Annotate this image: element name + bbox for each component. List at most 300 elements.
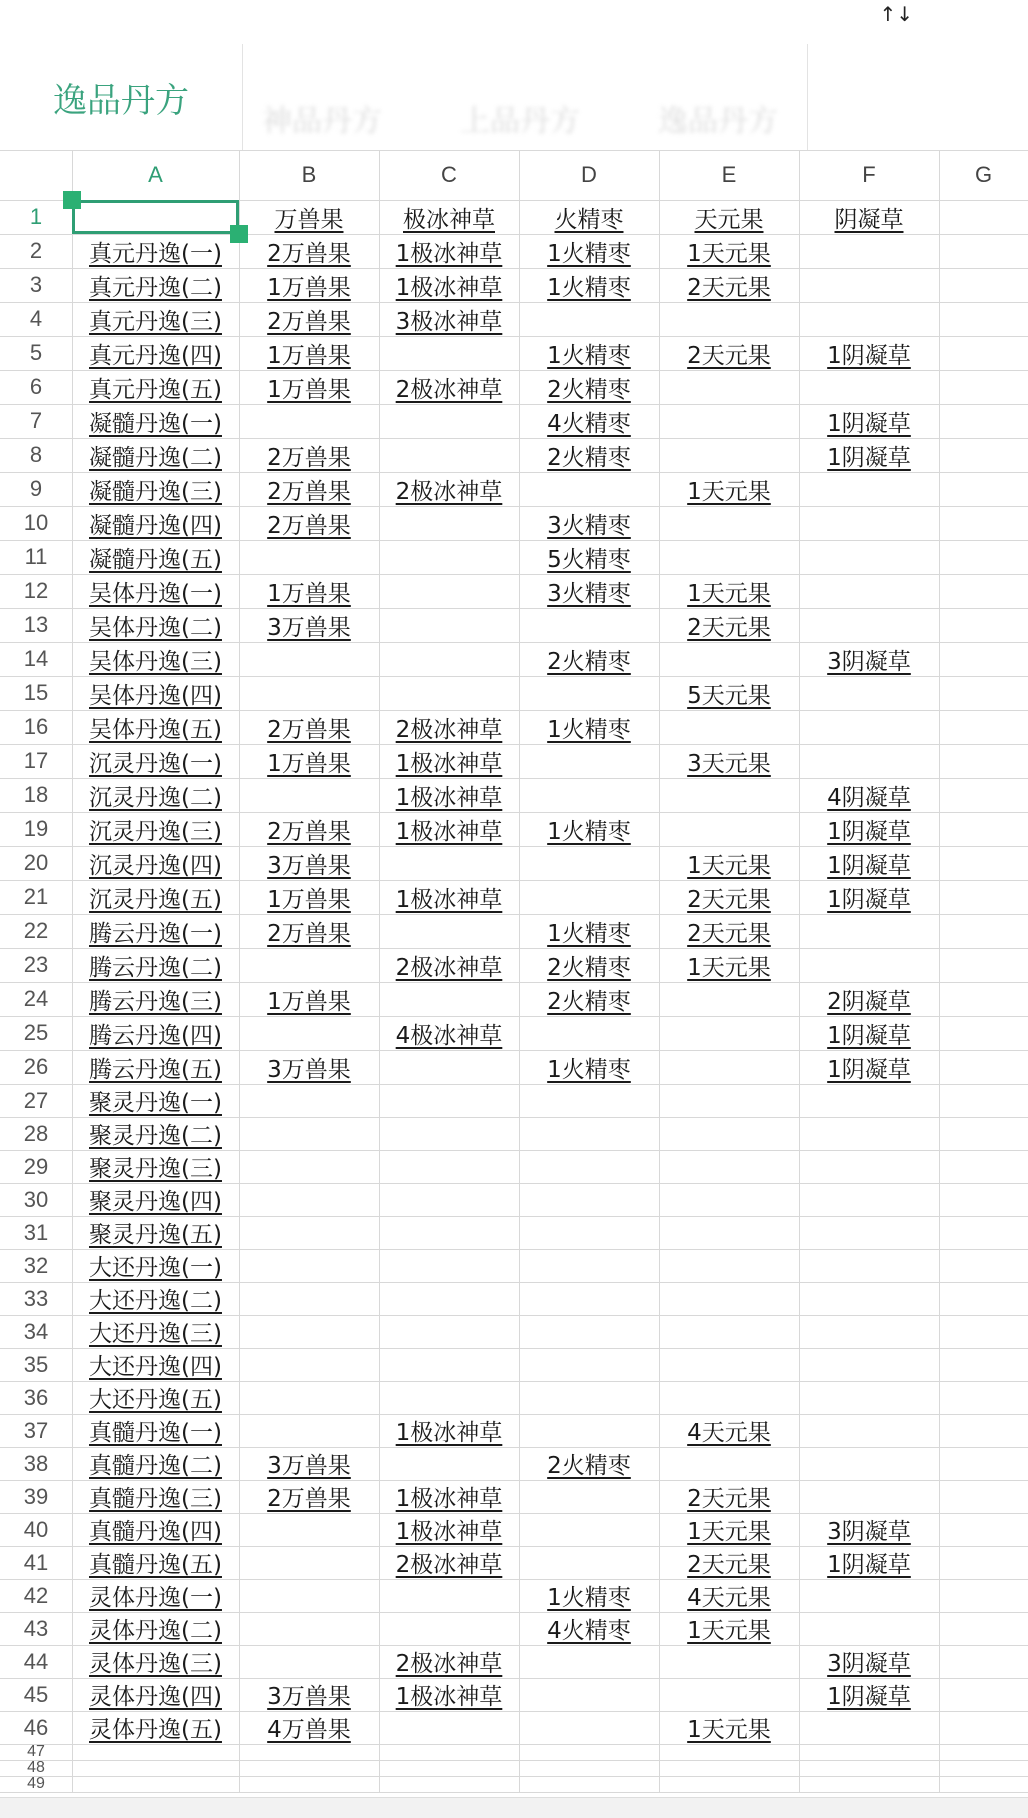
table-cell[interactable] bbox=[519, 1282, 659, 1315]
table-cell[interactable] bbox=[72, 812, 239, 846]
row-header[interactable]: 40 bbox=[23, 1516, 49, 1542]
table-cell[interactable] bbox=[659, 1678, 799, 1711]
table-cell[interactable] bbox=[72, 1183, 239, 1216]
table-cell[interactable] bbox=[379, 438, 519, 472]
table-cell[interactable] bbox=[799, 268, 939, 302]
table-cell[interactable] bbox=[239, 404, 379, 438]
table-cell[interactable] bbox=[72, 1546, 239, 1579]
table-cell[interactable] bbox=[72, 234, 239, 268]
table-cell[interactable] bbox=[379, 1546, 519, 1579]
table-cell[interactable] bbox=[72, 948, 239, 982]
table-cell[interactable] bbox=[379, 370, 519, 404]
cell-selection[interactable] bbox=[72, 200, 239, 234]
table-cell[interactable] bbox=[799, 472, 939, 506]
table-cell[interactable] bbox=[799, 744, 939, 778]
table-cell[interactable] bbox=[379, 982, 519, 1016]
table-cell[interactable] bbox=[72, 1711, 239, 1744]
table-cell[interactable] bbox=[379, 846, 519, 880]
table-cell[interactable] bbox=[72, 914, 239, 948]
table-cell[interactable] bbox=[72, 1579, 239, 1612]
row-header[interactable]: 3 bbox=[29, 272, 43, 297]
table-cell[interactable] bbox=[239, 574, 379, 608]
table-cell[interactable] bbox=[519, 1678, 659, 1711]
table-cell[interactable] bbox=[659, 982, 799, 1016]
table-cell[interactable] bbox=[239, 302, 379, 336]
table-cell[interactable] bbox=[659, 846, 799, 880]
table-cell[interactable] bbox=[519, 438, 659, 472]
table-cell[interactable] bbox=[239, 880, 379, 914]
table-cell[interactable] bbox=[239, 1579, 379, 1612]
row-header[interactable]: 35 bbox=[23, 1351, 49, 1377]
table-cell[interactable] bbox=[379, 1645, 519, 1678]
table-cell[interactable] bbox=[519, 1050, 659, 1084]
table-cell[interactable] bbox=[519, 1744, 659, 1760]
table-cell[interactable] bbox=[659, 1050, 799, 1084]
table-cell[interactable] bbox=[72, 676, 239, 710]
table-cell[interactable] bbox=[72, 404, 239, 438]
table-cell[interactable] bbox=[659, 642, 799, 676]
table-cell[interactable] bbox=[519, 472, 659, 506]
table-cell[interactable] bbox=[799, 846, 939, 880]
table-cell[interactable] bbox=[239, 1678, 379, 1711]
table-cell[interactable] bbox=[519, 1016, 659, 1050]
table-cell[interactable] bbox=[659, 1282, 799, 1315]
table-cell[interactable] bbox=[659, 1348, 799, 1381]
selection-handle-top-left[interactable] bbox=[63, 191, 81, 209]
column-label-cell[interactable] bbox=[659, 200, 799, 234]
table-cell[interactable] bbox=[72, 1249, 239, 1282]
row-header[interactable]: 6 bbox=[29, 374, 43, 399]
table-cell[interactable] bbox=[519, 404, 659, 438]
row-header[interactable]: 7 bbox=[29, 408, 43, 433]
row-header[interactable]: 34 bbox=[23, 1318, 49, 1344]
bottom-scroll-area[interactable] bbox=[0, 1797, 1028, 1818]
row-header[interactable]: 19 bbox=[23, 816, 49, 841]
table-cell[interactable] bbox=[519, 1183, 659, 1216]
row-header[interactable]: 37 bbox=[23, 1417, 49, 1443]
table-cell[interactable] bbox=[379, 1315, 519, 1348]
table-cell[interactable] bbox=[799, 1513, 939, 1546]
table-cell[interactable] bbox=[239, 1216, 379, 1249]
table-cell[interactable] bbox=[239, 1117, 379, 1150]
table-cell[interactable] bbox=[72, 370, 239, 404]
table-cell[interactable] bbox=[72, 642, 239, 676]
table-cell[interactable] bbox=[659, 1513, 799, 1546]
table-cell[interactable] bbox=[72, 268, 239, 302]
table-cell[interactable] bbox=[239, 1084, 379, 1117]
table-cell[interactable] bbox=[659, 1016, 799, 1050]
table-cell[interactable] bbox=[799, 948, 939, 982]
row-header[interactable]: 26 bbox=[23, 1054, 49, 1079]
table-cell[interactable] bbox=[519, 812, 659, 846]
table-cell[interactable] bbox=[72, 472, 239, 506]
table-cell[interactable] bbox=[72, 540, 239, 574]
table-cell[interactable] bbox=[799, 812, 939, 846]
table-cell[interactable] bbox=[799, 506, 939, 540]
table-cell[interactable] bbox=[379, 302, 519, 336]
table-cell[interactable] bbox=[379, 574, 519, 608]
table-cell[interactable] bbox=[72, 1414, 239, 1447]
table-cell[interactable] bbox=[72, 1381, 239, 1414]
table-cell[interactable] bbox=[799, 1447, 939, 1480]
column-header-e[interactable]: E bbox=[721, 162, 737, 187]
table-cell[interactable] bbox=[72, 1315, 239, 1348]
table-cell[interactable] bbox=[519, 1315, 659, 1348]
table-cell[interactable] bbox=[799, 608, 939, 642]
table-cell[interactable] bbox=[799, 914, 939, 948]
row-header[interactable]: 4 bbox=[29, 306, 43, 331]
table-cell[interactable] bbox=[239, 744, 379, 778]
row-header[interactable]: 31 bbox=[23, 1219, 49, 1245]
table-cell[interactable] bbox=[239, 336, 379, 370]
table-cell[interactable] bbox=[799, 404, 939, 438]
table-cell[interactable] bbox=[659, 472, 799, 506]
table-cell[interactable] bbox=[799, 676, 939, 710]
table-cell[interactable] bbox=[72, 1645, 239, 1678]
table-cell[interactable] bbox=[799, 642, 939, 676]
table-cell[interactable] bbox=[659, 1546, 799, 1579]
table-cell[interactable] bbox=[239, 1513, 379, 1546]
table-cell[interactable] bbox=[799, 1760, 939, 1776]
table-cell[interactable] bbox=[659, 1579, 799, 1612]
table-cell[interactable] bbox=[659, 1744, 799, 1760]
table-cell[interactable] bbox=[659, 336, 799, 370]
table-cell[interactable] bbox=[519, 370, 659, 404]
table-cell[interactable] bbox=[519, 710, 659, 744]
table-cell[interactable] bbox=[72, 1150, 239, 1183]
row-header[interactable]: 11 bbox=[24, 544, 48, 569]
table-cell[interactable] bbox=[519, 574, 659, 608]
table-cell[interactable] bbox=[519, 1447, 659, 1480]
row-header[interactable]: 2 bbox=[29, 238, 43, 263]
table-cell[interactable] bbox=[659, 676, 799, 710]
table-cell[interactable] bbox=[72, 1760, 239, 1776]
table-cell[interactable] bbox=[379, 1678, 519, 1711]
table-cell[interactable] bbox=[799, 1678, 939, 1711]
row-header[interactable]: 39 bbox=[23, 1483, 49, 1509]
row-header[interactable]: 28 bbox=[23, 1120, 49, 1146]
table-cell[interactable] bbox=[379, 744, 519, 778]
selection-handle-bottom-right[interactable] bbox=[230, 225, 248, 243]
table-cell[interactable] bbox=[72, 1084, 239, 1117]
sheet-tab[interactable] bbox=[460, 52, 650, 139]
table-cell[interactable] bbox=[379, 540, 519, 574]
table-cell[interactable] bbox=[659, 1711, 799, 1744]
table-cell[interactable] bbox=[799, 1348, 939, 1381]
table-cell[interactable] bbox=[239, 1381, 379, 1414]
table-cell[interactable] bbox=[239, 1776, 379, 1792]
table-cell[interactable] bbox=[239, 1612, 379, 1645]
table-cell[interactable] bbox=[239, 1414, 379, 1447]
table-cell[interactable] bbox=[72, 336, 239, 370]
table-cell[interactable] bbox=[72, 1480, 239, 1513]
table-cell[interactable] bbox=[379, 880, 519, 914]
table-cell[interactable] bbox=[379, 404, 519, 438]
table-cell[interactable] bbox=[519, 1711, 659, 1744]
row-header[interactable]: 13 bbox=[23, 612, 49, 637]
table-cell[interactable] bbox=[519, 914, 659, 948]
table-cell[interactable] bbox=[379, 1513, 519, 1546]
table-cell[interactable] bbox=[659, 506, 799, 540]
table-cell[interactable] bbox=[519, 1117, 659, 1150]
table-cell[interactable] bbox=[519, 1480, 659, 1513]
table-cell[interactable] bbox=[379, 914, 519, 948]
table-cell[interactable] bbox=[239, 778, 379, 812]
table-cell[interactable] bbox=[659, 608, 799, 642]
table-cell[interactable] bbox=[519, 642, 659, 676]
row-header[interactable]: 25 bbox=[23, 1020, 49, 1045]
table-cell[interactable] bbox=[379, 1579, 519, 1612]
row-header[interactable]: 8 bbox=[29, 442, 43, 467]
column-label-cell[interactable] bbox=[379, 200, 519, 234]
table-cell[interactable] bbox=[799, 302, 939, 336]
table-cell[interactable] bbox=[519, 778, 659, 812]
row-header[interactable]: 41 bbox=[23, 1549, 49, 1575]
table-cell[interactable] bbox=[239, 914, 379, 948]
table-cell[interactable] bbox=[239, 982, 379, 1016]
table-cell[interactable] bbox=[799, 1546, 939, 1579]
table-cell[interactable] bbox=[239, 642, 379, 676]
table-cell[interactable] bbox=[659, 744, 799, 778]
table-cell[interactable] bbox=[519, 608, 659, 642]
table-cell[interactable] bbox=[239, 812, 379, 846]
row-header[interactable]: 30 bbox=[23, 1186, 49, 1212]
table-cell[interactable] bbox=[72, 438, 239, 472]
table-cell[interactable] bbox=[519, 302, 659, 336]
row-header[interactable]: 32 bbox=[23, 1252, 49, 1278]
table-cell[interactable] bbox=[519, 846, 659, 880]
table-cell[interactable] bbox=[239, 1050, 379, 1084]
row-header[interactable]: 14 bbox=[23, 646, 49, 671]
table-cell[interactable] bbox=[379, 1447, 519, 1480]
table-cell[interactable] bbox=[519, 1414, 659, 1447]
table-cell[interactable] bbox=[659, 574, 799, 608]
table-cell[interactable] bbox=[519, 506, 659, 540]
table-cell[interactable] bbox=[799, 1776, 939, 1792]
table-cell[interactable] bbox=[239, 1480, 379, 1513]
table-cell[interactable] bbox=[72, 1447, 239, 1480]
table-cell[interactable] bbox=[239, 846, 379, 880]
table-cell[interactable] bbox=[379, 268, 519, 302]
table-cell[interactable] bbox=[239, 1760, 379, 1776]
table-cell[interactable] bbox=[659, 1414, 799, 1447]
table-cell[interactable] bbox=[519, 234, 659, 268]
table-cell[interactable] bbox=[72, 1282, 239, 1315]
table-cell[interactable] bbox=[239, 710, 379, 744]
table-cell[interactable] bbox=[799, 1612, 939, 1645]
sheet-tab[interactable] bbox=[262, 52, 452, 139]
table-cell[interactable] bbox=[519, 982, 659, 1016]
table-cell[interactable] bbox=[519, 1381, 659, 1414]
table-cell[interactable] bbox=[379, 1744, 519, 1760]
table-cell[interactable] bbox=[519, 336, 659, 370]
row-header[interactable]: 33 bbox=[23, 1285, 49, 1311]
table-cell[interactable] bbox=[659, 438, 799, 472]
table-cell[interactable] bbox=[659, 1760, 799, 1776]
table-cell[interactable] bbox=[659, 1249, 799, 1282]
table-cell[interactable] bbox=[519, 676, 659, 710]
row-header[interactable]: 12 bbox=[23, 578, 49, 603]
table-cell[interactable] bbox=[659, 540, 799, 574]
table-cell[interactable] bbox=[72, 1513, 239, 1546]
table-cell[interactable] bbox=[379, 676, 519, 710]
table-cell[interactable] bbox=[659, 812, 799, 846]
table-cell[interactable] bbox=[659, 914, 799, 948]
table-cell[interactable] bbox=[379, 1117, 519, 1150]
table-cell[interactable] bbox=[379, 1183, 519, 1216]
table-cell[interactable] bbox=[379, 1016, 519, 1050]
table-cell[interactable] bbox=[659, 268, 799, 302]
table-cell[interactable] bbox=[659, 1183, 799, 1216]
table-cell[interactable] bbox=[239, 1282, 379, 1315]
table-cell[interactable] bbox=[379, 778, 519, 812]
table-cell[interactable] bbox=[239, 506, 379, 540]
table-cell[interactable] bbox=[799, 1183, 939, 1216]
table-cell[interactable] bbox=[239, 438, 379, 472]
row-header[interactable]: 44 bbox=[23, 1648, 49, 1674]
table-cell[interactable] bbox=[72, 710, 239, 744]
table-cell[interactable] bbox=[379, 336, 519, 370]
row-header[interactable]: 16 bbox=[23, 714, 49, 739]
table-cell[interactable] bbox=[379, 1084, 519, 1117]
table-cell[interactable] bbox=[799, 1480, 939, 1513]
table-cell[interactable] bbox=[659, 302, 799, 336]
table-cell[interactable] bbox=[239, 1150, 379, 1183]
table-cell[interactable] bbox=[72, 846, 239, 880]
row-header[interactable]: 24 bbox=[23, 986, 49, 1011]
row-header[interactable]: 17 bbox=[23, 748, 49, 773]
row-header[interactable]: 45 bbox=[23, 1681, 49, 1707]
table-cell[interactable] bbox=[659, 948, 799, 982]
table-cell[interactable] bbox=[72, 1678, 239, 1711]
table-cell[interactable] bbox=[519, 1216, 659, 1249]
row-header[interactable]: 29 bbox=[23, 1153, 49, 1179]
sheet-tab-active[interactable] bbox=[0, 44, 243, 150]
table-cell[interactable] bbox=[799, 880, 939, 914]
table-cell[interactable] bbox=[239, 948, 379, 982]
row-header[interactable]: 21 bbox=[23, 884, 49, 909]
row-header[interactable]: 20 bbox=[23, 850, 49, 875]
table-cell[interactable] bbox=[799, 1282, 939, 1315]
table-cell[interactable] bbox=[379, 948, 519, 982]
table-cell[interactable] bbox=[379, 472, 519, 506]
row-header[interactable]: 1 bbox=[29, 204, 43, 229]
column-header-g[interactable]: G bbox=[974, 162, 993, 187]
table-cell[interactable] bbox=[799, 370, 939, 404]
table-cell[interactable] bbox=[379, 812, 519, 846]
column-header-f[interactable]: F bbox=[862, 162, 876, 187]
table-cell[interactable] bbox=[519, 268, 659, 302]
table-cell[interactable] bbox=[799, 1414, 939, 1447]
table-cell[interactable] bbox=[659, 1381, 799, 1414]
table-cell[interactable] bbox=[239, 608, 379, 642]
table-cell[interactable] bbox=[379, 642, 519, 676]
column-label-cell[interactable] bbox=[799, 200, 939, 234]
table-cell[interactable] bbox=[799, 1050, 939, 1084]
table-cell[interactable] bbox=[519, 1249, 659, 1282]
table-cell[interactable] bbox=[379, 1282, 519, 1315]
table-cell[interactable] bbox=[799, 1744, 939, 1760]
row-header[interactable]: 38 bbox=[23, 1450, 49, 1476]
table-cell[interactable] bbox=[519, 1645, 659, 1678]
row-header[interactable]: 42 bbox=[23, 1582, 49, 1608]
table-cell[interactable] bbox=[72, 1117, 239, 1150]
table-cell[interactable] bbox=[239, 1711, 379, 1744]
table-cell[interactable] bbox=[72, 506, 239, 540]
table-cell[interactable] bbox=[379, 1348, 519, 1381]
table-cell[interactable] bbox=[379, 1249, 519, 1282]
table-cell[interactable] bbox=[239, 1016, 379, 1050]
table-cell[interactable] bbox=[519, 540, 659, 574]
sheet-tab[interactable] bbox=[658, 52, 848, 139]
column-label-cell[interactable] bbox=[239, 200, 379, 234]
table-cell[interactable] bbox=[519, 948, 659, 982]
table-cell[interactable] bbox=[799, 1711, 939, 1744]
table-cell[interactable] bbox=[799, 1216, 939, 1249]
column-header-a[interactable]: A bbox=[148, 162, 163, 187]
table-cell[interactable] bbox=[239, 1348, 379, 1381]
table-cell[interactable] bbox=[72, 744, 239, 778]
table-cell[interactable] bbox=[239, 1645, 379, 1678]
row-header[interactable]: 23 bbox=[23, 952, 49, 977]
table-cell[interactable] bbox=[799, 1084, 939, 1117]
table-cell[interactable] bbox=[659, 370, 799, 404]
row-header[interactable]: 5 bbox=[29, 340, 43, 365]
row-header[interactable]: 18 bbox=[23, 782, 49, 807]
table-cell[interactable] bbox=[379, 1381, 519, 1414]
table-cell[interactable] bbox=[799, 1381, 939, 1414]
table-cell[interactable] bbox=[519, 1776, 659, 1792]
table-cell[interactable] bbox=[799, 540, 939, 574]
table-cell[interactable] bbox=[799, 710, 939, 744]
table-cell[interactable] bbox=[519, 1612, 659, 1645]
table-cell[interactable] bbox=[799, 778, 939, 812]
table-cell[interactable] bbox=[379, 506, 519, 540]
table-cell[interactable] bbox=[659, 1216, 799, 1249]
table-cell[interactable] bbox=[379, 1612, 519, 1645]
table-cell[interactable] bbox=[519, 1513, 659, 1546]
row-header[interactable]: 27 bbox=[23, 1087, 49, 1113]
table-cell[interactable] bbox=[659, 710, 799, 744]
table-cell[interactable] bbox=[799, 1249, 939, 1282]
table-cell[interactable] bbox=[72, 574, 239, 608]
table-cell[interactable] bbox=[72, 1776, 239, 1792]
table-cell[interactable] bbox=[519, 1150, 659, 1183]
table-cell[interactable] bbox=[379, 1150, 519, 1183]
table-cell[interactable] bbox=[379, 1050, 519, 1084]
table-cell[interactable] bbox=[72, 302, 239, 336]
table-cell[interactable] bbox=[379, 234, 519, 268]
table-cell[interactable] bbox=[239, 1315, 379, 1348]
row-header[interactable]: 15 bbox=[23, 680, 49, 705]
table-cell[interactable] bbox=[239, 1249, 379, 1282]
table-cell[interactable] bbox=[799, 1117, 939, 1150]
table-cell[interactable] bbox=[379, 1776, 519, 1792]
table-cell[interactable] bbox=[659, 1645, 799, 1678]
table-cell[interactable] bbox=[72, 1744, 239, 1760]
table-cell[interactable] bbox=[379, 1480, 519, 1513]
table-cell[interactable] bbox=[72, 1612, 239, 1645]
row-header[interactable]: 48 bbox=[27, 1760, 45, 1776]
table-cell[interactable] bbox=[799, 438, 939, 472]
table-cell[interactable] bbox=[799, 982, 939, 1016]
table-cell[interactable] bbox=[72, 1050, 239, 1084]
table-cell[interactable] bbox=[72, 608, 239, 642]
table-cell[interactable] bbox=[659, 1776, 799, 1792]
spreadsheet-grid[interactable] bbox=[0, 150, 1028, 1792]
table-cell[interactable] bbox=[799, 1645, 939, 1678]
row-header[interactable]: 10 bbox=[23, 510, 49, 535]
